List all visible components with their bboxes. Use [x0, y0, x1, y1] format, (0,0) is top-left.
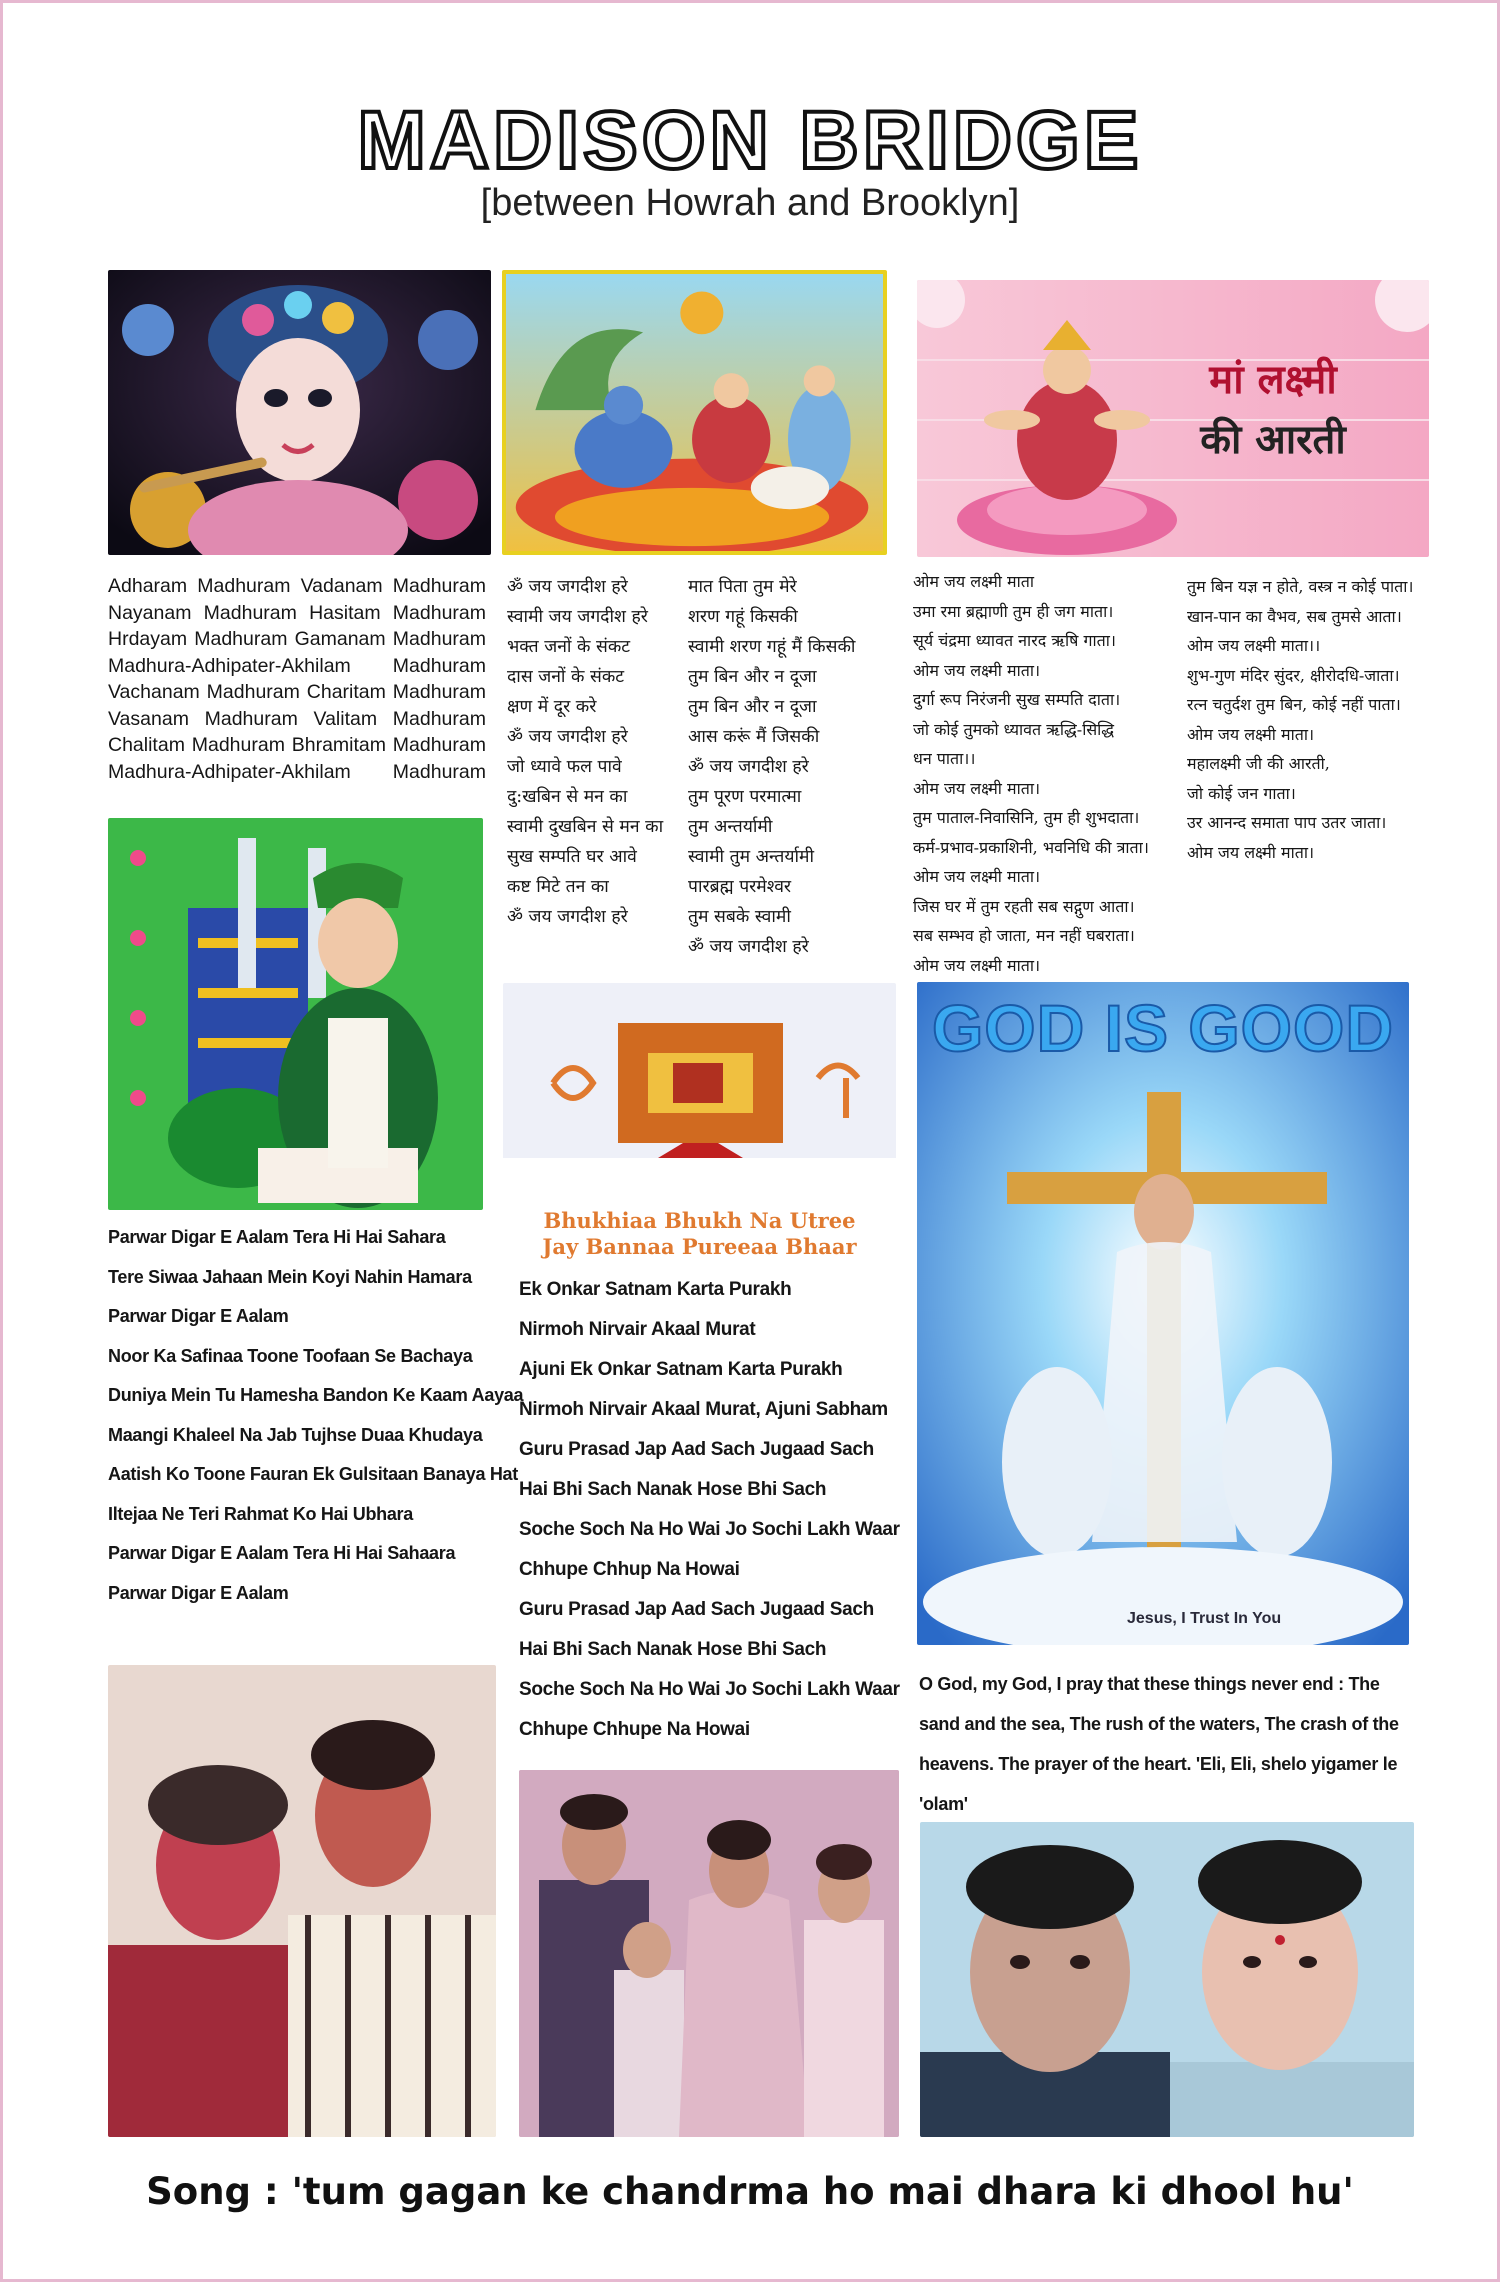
text-line: ॐ जय जगदीश हरे — [507, 727, 628, 747]
text-line: ॐ जय जगदीश हरे — [688, 937, 809, 957]
text-line: तुम बिन और न दूजा — [688, 697, 817, 717]
text-line: ओम जय लक्ष्मी माता। — [913, 660, 1041, 680]
text-line: जो ध्यावे फल पावे — [507, 757, 622, 777]
text-line: Vachanam Madhuram Charitam Madhuram — [108, 681, 486, 703]
text-line: Hai Bhi Sach Nanak Hose Bhi Sach — [519, 1639, 827, 1660]
text-line: Madhura-Adhipater-Akhilam Madhuram — [108, 654, 486, 677]
text-line: स्वामी जय जगदीश हरे — [507, 607, 648, 627]
family-photo — [519, 1770, 899, 2137]
text-line: Parwar Digar E Aalam Tera Hi Hai Sahara — [108, 1227, 446, 1247]
text-line: Chhupe Chhupe Na Howai — [519, 1719, 750, 1740]
text-line: तुम बिन और न दूजा — [688, 667, 817, 687]
text-line: उमा रमा ब्रह्माणी तुम ही जग माता। — [913, 601, 1114, 621]
gurudwara-caption-line2: Jay Bannaa Pureeaa Bhaar — [542, 1234, 857, 1259]
text-paragraph: O God, my God, I pray that these things never end : The sand and the sea, The rush of the waters, The crash of the heavens. The prayer of the heart. 'Eli, Eli, shelo yigamer le 'olam' — [919, 1674, 1399, 1814]
text-line: जिस घर में तुम रहती सब सद्गुण आता। — [913, 896, 1135, 916]
text-line: कर्म-प्रभाव-प्रकाशिनी, भवनिधि की त्राता। — [913, 837, 1149, 857]
text-line: कष्ट मिटे तन का — [507, 877, 609, 897]
gurudwara-image — [503, 983, 896, 1263]
text-line: ॐ जय जगदीश हरे — [507, 907, 628, 927]
lakshmi-aarti-col2 — [1187, 572, 1413, 867]
text-line: पारब्रह्म परमेश्वर — [688, 877, 792, 897]
text-line: भक्त जनों के संकट — [507, 637, 631, 657]
text-line: धन पाता।। — [913, 749, 976, 768]
text-line: सब सम्भव हो जाता, मन नहीं घबराता। — [913, 926, 1135, 945]
jesus-image — [917, 982, 1409, 1645]
lakshmi-caption-line2: की आरती — [1200, 416, 1346, 463]
jagdish-aarti-col2 — [688, 572, 855, 962]
text-line: स्वामी दुखबिन से मन का — [507, 817, 664, 837]
text-line: Vasanam Madhuram Valitam Madhuram — [108, 707, 486, 730]
text-line: Chalitam Madhuram Bhramitam Madhuram — [108, 734, 486, 756]
text-line: Parwar Digar E Aalam — [108, 1306, 289, 1326]
vishnu-image — [502, 270, 887, 555]
text-line: दु:खबिन से मन का — [507, 787, 628, 807]
gurudwara-caption-line1: Bhukhiaa Bhukh Na Utree — [543, 1208, 856, 1233]
text-line: Adharam Madhuram Vadanam Madhuram — [108, 575, 486, 597]
text-line: जो कोई तुमको ध्यावत ऋद्धि-सिद्धि — [913, 719, 1115, 739]
text-line: Chhupe Chhup Na Howai — [519, 1559, 740, 1580]
gurbani-text — [519, 1270, 900, 1750]
text-line: ॐ जय जगदीश हरे — [507, 577, 628, 597]
text-line: तुम पाताल-निवासिनि, तुम ही शुभदाता। — [913, 808, 1140, 827]
krishna-image — [108, 270, 491, 555]
text-line: Nirmoh Nirvair Akaal Murat, Ajuni Sabham — [519, 1399, 888, 1420]
text-line: सुख सम्पति घर आवे — [507, 847, 637, 867]
song-footer: Song : 'tum gagan ke chandrma ho mai dhara ki dhool hu' — [146, 2170, 1354, 2213]
text-line: Guru Prasad Jap Aad Sach Jugaad Sach — [519, 1599, 874, 1620]
text-line: Parwar Digar E Aalam — [108, 1582, 289, 1603]
text-line: ओम जय लक्ष्मी माता।। — [1187, 636, 1321, 655]
text-line: Soche Soch Na Ho Wai Jo Sochi Lakh Waar — [519, 1679, 900, 1700]
couple-portrait-photo — [920, 1822, 1414, 2137]
parwar-digar-text — [108, 1218, 523, 1613]
jagdish-aarti-col1 — [507, 572, 663, 932]
text-line: तुम बिन यज्ञ न होते, वस्त्र न कोई पाता। — [1187, 577, 1414, 596]
text-line: महालक्ष्मी जी की आरती, — [1187, 754, 1330, 773]
text-line: Soche Soch Na Ho Wai Jo Sochi Lakh Waar — [519, 1519, 900, 1540]
jesus-caption-top: GOD IS GOOD — [931, 991, 1395, 1065]
text-line: मात पिता तुम मेरे — [688, 577, 797, 597]
text-line: जो कोई जन गाता। — [1187, 783, 1296, 803]
text-line: दास जनों के संकट — [507, 667, 625, 687]
text-line: Maangi Khaleel Na Jab Tujhse Duaa Khudaya — [108, 1424, 483, 1445]
text-line: Hai Bhi Sach Nanak Hose Bhi Sach — [519, 1479, 827, 1500]
text-line: Iltejaa Ne Teri Rahmat Ko Hai Ubhara — [108, 1503, 413, 1524]
text-line: Duniya Mein Tu Hamesha Bandon Ke Kaam Aayaa — [108, 1385, 524, 1405]
text-line: तुम सबके स्वामी — [688, 907, 791, 927]
text-line: ओम जय लक्ष्मी माता। — [1187, 842, 1315, 862]
text-line: Noor Ka Safinaa Toone Toofaan Se Bachaya — [108, 1345, 473, 1366]
text-line: Nirmoh Nirvair Akaal Murat — [519, 1319, 756, 1340]
lakshmi-caption-line1: मां लक्ष्मी — [1209, 356, 1337, 403]
text-line: Nayanam Madhuram Hasitam Madhuram — [108, 601, 486, 624]
text-line: ओम जय लक्ष्मी माता। — [913, 955, 1041, 975]
text-line: तुम अन्तर्यामी — [688, 817, 773, 837]
text-line: उर आनन्द समाता पाप उतर जाता। — [1187, 813, 1387, 832]
text-line: दुर्गा रूप निरंजनी सुख सम्पति दाता। — [913, 690, 1121, 709]
page-subtitle: [between Howrah and Brooklyn] — [480, 182, 1020, 224]
couple-holi-photo — [108, 1665, 496, 2137]
madhurashtakam-text — [108, 573, 486, 785]
text-line: सूर्य चंद्रमा ध्यावत नारद ऋषि गाता। — [913, 631, 1116, 650]
text-line: Ajuni Ek Onkar Satnam Karta Purakh — [519, 1359, 843, 1380]
text-line: Tere Siwaa Jahaan Mein Koyi Nahin Hamara — [108, 1266, 472, 1287]
text-line: ओम जय लक्ष्मी माता। — [913, 867, 1041, 886]
text-line: ॐ जय जगदीश हरे — [688, 757, 809, 777]
text-line: Parwar Digar E Aalam Tera Hi Hai Sahaara — [108, 1543, 456, 1563]
lakshmi-image — [917, 280, 1429, 557]
prayer-text — [919, 1664, 1419, 1824]
text-line: ओम जय लक्ष्मी माता — [913, 572, 1035, 591]
text-line: रत्न चतुर्दश तुम बिन, कोई नहीं पाता। — [1187, 695, 1401, 714]
text-line: ओम जय लक्ष्मी माता। — [913, 778, 1041, 798]
jesus-caption-bottom: Jesus, I Trust In You — [1127, 1610, 1282, 1627]
page-title: MADISON BRIDGE — [357, 95, 1143, 186]
text-line: स्वामी तुम अन्तर्यामी — [688, 847, 815, 867]
text-line: खान-पान का वैभव, सब तुमसे आता। — [1187, 606, 1402, 626]
text-line: आस करूं मैं जिसकी — [688, 727, 820, 747]
text-line: स्वामी शरण गहूं मैं किसकी — [688, 637, 856, 657]
text-line: Guru Prasad Jap Aad Sach Jugaad Sach — [519, 1439, 874, 1460]
boy-prayer-image — [108, 818, 483, 1210]
lakshmi-aarti-col1 — [913, 567, 1149, 980]
text-line: शरण गहूं किसकी — [688, 607, 798, 627]
text-line: Hrdayam Madhuram Gamanam Madhuram — [108, 628, 486, 650]
text-line: क्षण में दूर करे — [507, 697, 597, 717]
text-line: ओम जय लक्ष्मी माता। — [1187, 724, 1315, 744]
text-line: Aatish Ko Toone Fauran Ek Gulsitaan Banaya Hat — [108, 1464, 518, 1484]
text-line: Madhura-Adhipater-Akhilam Madhuram — [108, 760, 486, 783]
text-line: Ek Onkar Satnam Karta Purakh — [519, 1279, 792, 1300]
text-line: शुभ-गुण मंदिर सुंदर, क्षीरोदधि-जाता। — [1187, 665, 1400, 685]
text-line: तुम पूरण परमात्मा — [688, 787, 802, 807]
